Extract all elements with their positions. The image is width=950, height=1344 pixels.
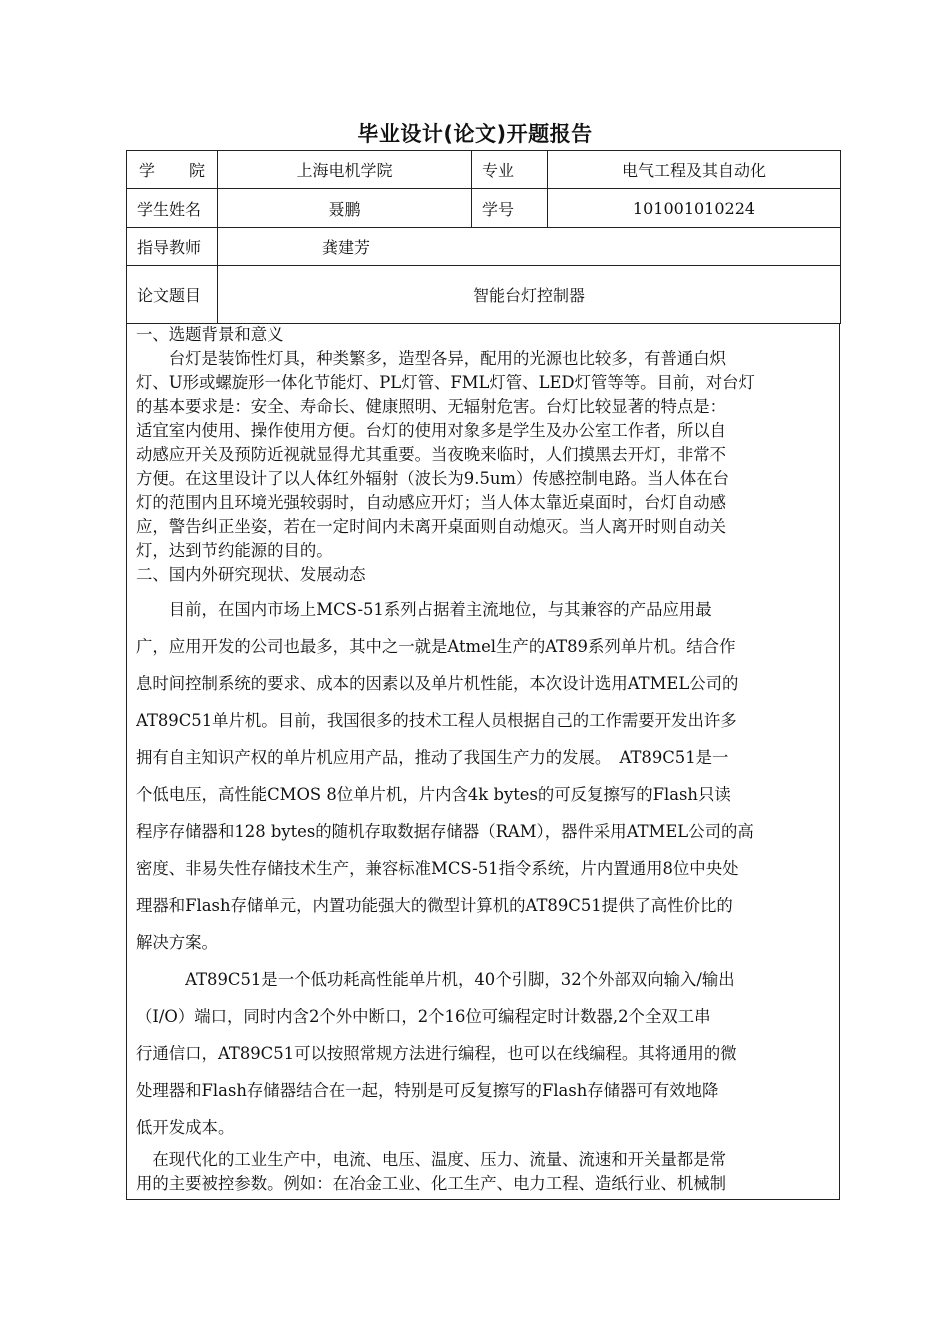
text-line: 方便。在这里设计了以人体红外辐射（波长为9.5um）传感控制电路。当人体在台 (136, 469, 730, 488)
document-title: 毕业设计(论文)开题报告 (357, 122, 593, 146)
label-advisor: 指导教师 (127, 228, 218, 266)
text-line: 低开发成本。 (136, 1118, 235, 1137)
value-major: 电气工程及其自动化 (548, 151, 841, 189)
text-line: 解决方案。 (136, 933, 218, 952)
text-line: 理器和Flash存储单元，内置功能强大的微型计算机的AT89C51提供了高性价比的 (136, 896, 733, 915)
report-body-text (136, 323, 830, 1196)
value-thesis-title: 智能台灯控制器 (218, 266, 841, 324)
text-line: 灯的范围内且环境光强较弱时，自动感应开灯；当人体太靠近桌面时，台灯自动感 (136, 493, 727, 512)
label-school: 学 院 (127, 151, 218, 189)
section-heading-research-status: 二、国内外研究现状、发展动态 (136, 565, 366, 584)
text-line: 拥有自主知识产权的单片机应用产品，推动了我国生产力的发展。 AT89C51是一 (136, 748, 729, 767)
text-line: 目前，在国内市场上MCS-51系列占据着主流地位，与其兼容的产品应用最 (136, 600, 712, 619)
form-row-advisor (127, 228, 841, 266)
label-thesis-title: 论文题目 (127, 266, 218, 324)
text-line: 个低电压，高性能CMOS 8位单片机，片内含4k bytes的可反复擦写的Flash只读 (136, 785, 731, 804)
text-line: 在现代化的工业生产中，电流、电压、温度、压力、流量、流速和开关量都是常 (136, 1150, 727, 1169)
text-line: 灯、U形或螺旋形一体化节能灯、PL灯管、FML灯管、LED灯管等等。目前，对台灯 (136, 373, 755, 392)
text-line: 处理器和Flash存储器结合在一起，特别是可反复擦写的Flash存储器可有效地降 (136, 1081, 719, 1100)
text-line: 行通信口，AT89C51可以按照常规方法进行编程，也可以在线编程。其将通用的微 (136, 1044, 737, 1063)
text-line: 程序存储器和128 bytes的随机存取数据存储器（RAM），器件采用ATMEL公司的高 (136, 822, 754, 841)
value-advisor: 龚建芳 (218, 228, 841, 266)
text-line: 息时间控制系统的要求、成本的因素以及单片机性能，本次设计选用ATMEL公司的 (136, 674, 739, 693)
text-line: 用的主要被控参数。例如：在冶金工业、化工生产、电力工程、造纸行业、机械制 (136, 1174, 727, 1193)
text-line: 应，警告纠正坐姿，若在一定时间内未离开桌面则自动熄灭。当人离开时则自动关 (136, 517, 727, 536)
text-line: AT89C51是一个低功耗高性能单片机，40个引脚，32个外部双向输入/输出 (136, 970, 735, 989)
label-student-name: 学生姓名 (127, 189, 218, 228)
label-student-id: 学号 (472, 189, 548, 228)
section-background-paragraph (136, 347, 830, 563)
section-research-paragraph-1 (136, 591, 830, 961)
text-line: 适宜室内使用、操作使用方便。台灯的使用对象多是学生及办公室工作者，所以自 (136, 421, 727, 440)
form-row-student (127, 189, 841, 228)
section-research-paragraph-2 (136, 961, 830, 1146)
form-row-school (127, 151, 841, 189)
section-heading-background: 一、选题背景和意义 (136, 325, 284, 344)
section-research-paragraph-3 (136, 1148, 830, 1196)
text-line: 动感应开关及预防近视就显得尤其重要。当夜晚来临时，人们摸黑去开灯，非常不 (136, 445, 727, 464)
label-major: 专业 (472, 151, 548, 189)
info-form-table (126, 150, 841, 324)
text-line: AT89C51单片机。目前，我国很多的技术工程人员根据自己的工作需要开发出许多 (136, 711, 737, 730)
report-body (126, 323, 840, 1200)
text-line: （I/O）端口，同时内含2个外中断口，2个16位可编程定时计数器,2个全双工串 (136, 1007, 711, 1026)
text-line: 灯，达到节约能源的目的。 (136, 541, 333, 560)
value-student-id: 101001010224 (548, 189, 841, 228)
text-line: 的基本要求是：安全、寿命长、健康照明、无辐射危害。台灯比较显著的特点是： (136, 397, 727, 416)
form-row-thesis-title (127, 266, 841, 324)
text-line: 密度、非易失性存储技术生产，兼容标准MCS-51指令系统，片内置通用8位中央处 (136, 859, 739, 878)
text-line: 广，应用开发的公司也最多，其中之一就是Atmel生产的AT89系列单片机。结合作 (136, 637, 736, 656)
text-line: 台灯是装饰性灯具，种类繁多，造型各异，配用的光源也比较多，有普通白炽 (136, 349, 727, 368)
value-school: 上海电机学院 (218, 151, 472, 189)
value-student-name: 聂鹏 (218, 189, 472, 228)
